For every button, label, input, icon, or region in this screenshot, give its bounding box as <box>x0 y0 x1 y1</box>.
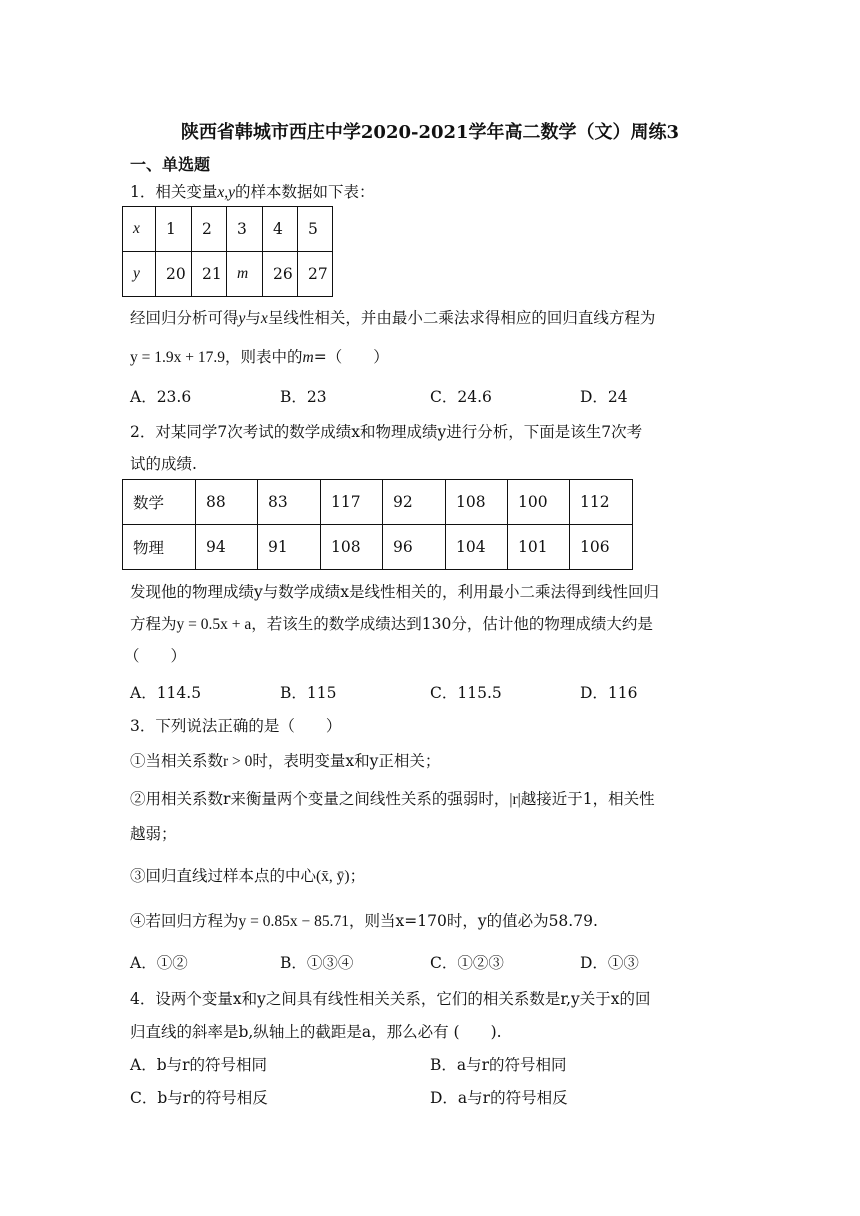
q1-data-table <box>122 206 333 297</box>
page-title: 陕西省韩城市西庄中学2020-2021学年高二数学（文）周练3 <box>180 122 680 143</box>
table-row: x 1 2 3 4 5 <box>123 207 333 252</box>
q3-option-a: A．①② <box>130 954 188 972</box>
q4-option-c: C．b与r的符号相反 <box>130 1089 268 1107</box>
q1-line-2: 经回归分析可得y与x呈线性相关，并由最小二乘法求得相应的回归直线方程为 <box>130 309 656 327</box>
q2-option-d: D．116 <box>580 684 638 702</box>
q2-data-table <box>122 479 633 570</box>
q3-statement-2-cont: 越弱； <box>130 825 177 843</box>
q3-option-c: C．①②③ <box>430 954 504 972</box>
q1-option-b: B．23 <box>280 388 327 406</box>
table-row: 数学 88 83 117 92 108 100 112 <box>123 480 633 525</box>
q1-option-d: D．24 <box>580 388 628 406</box>
q2-option-b: B．115 <box>280 684 337 702</box>
q3-stem: 3．下列说法正确的是（ ） <box>130 717 342 735</box>
section-heading: 一、单选题 <box>130 155 211 174</box>
q3-statement-4: ④若回归方程为y = 0.85x − 85.71，则当x=170时，y的值必为58.79. <box>130 912 598 930</box>
q3-option-d: D．①③ <box>580 954 639 972</box>
table-row: y 20 21 m 26 27 <box>123 252 333 297</box>
q2-option-a: A．114.5 <box>130 684 202 702</box>
q3-statement-1: ①当相关系数r > 0时，表明变量x和y正相关； <box>130 752 441 770</box>
q1-regression-equation: y = 1.9x + 17.9 <box>130 349 225 366</box>
q1-option-a: A．23.6 <box>130 388 192 406</box>
q4-line-1: 4．设两个变量x和y之间具有线性相关关系，它们的相关系数是r,y关于x的回 <box>130 990 651 1008</box>
q1-option-c: C．24.6 <box>430 388 492 406</box>
q2-line-3: 发现他的物理成绩y与数学成绩x是线性相关的，利用最小二乘法得到线性回归 <box>130 583 660 601</box>
q1-var-xy: x,y <box>217 184 236 201</box>
q1-line-3: y = 1.9x + 17.9，则表中的m=（ ） <box>130 348 389 366</box>
q3-option-b: B．①③④ <box>280 954 354 972</box>
q4-option-d: D．a与r的符号相反 <box>430 1089 568 1107</box>
q2-line-1: 2．对某同学7次考试的数学成绩x和物理成绩y进行分析，下面是该生7次考 <box>130 423 643 441</box>
q4-option-a: A．b与r的符号相同 <box>130 1056 268 1074</box>
q2-option-c: C．115.5 <box>430 684 502 702</box>
q2-line-2: 试的成绩. <box>130 455 197 473</box>
q1-stem: 1．相关变量x,y的样本数据如下表： <box>130 183 375 201</box>
q4-option-b: B．a与r的符号相同 <box>430 1056 567 1074</box>
table-row: 物理 94 91 108 96 104 101 106 <box>123 525 633 570</box>
q2-line-5: （ ） <box>124 647 187 665</box>
q3-statement-2: ②用相关系数r来衡量两个变量之间线性关系的强弱时，|r|越接近于1，相关性 <box>130 790 655 808</box>
q3-statement-3: ③回归直线过样本点的中心(x̄, ȳ)； <box>130 867 366 885</box>
q4-line-2: 归直线的斜率是b,纵轴上的截距是a，那么必有 ( ). <box>130 1023 502 1041</box>
q2-regression-equation: y = 0.5x + a <box>176 616 252 633</box>
q2-line-4: 方程为y = 0.5x + a，若该生的数学成绩达到130分，估计他的物理成绩大约是 <box>130 615 653 633</box>
